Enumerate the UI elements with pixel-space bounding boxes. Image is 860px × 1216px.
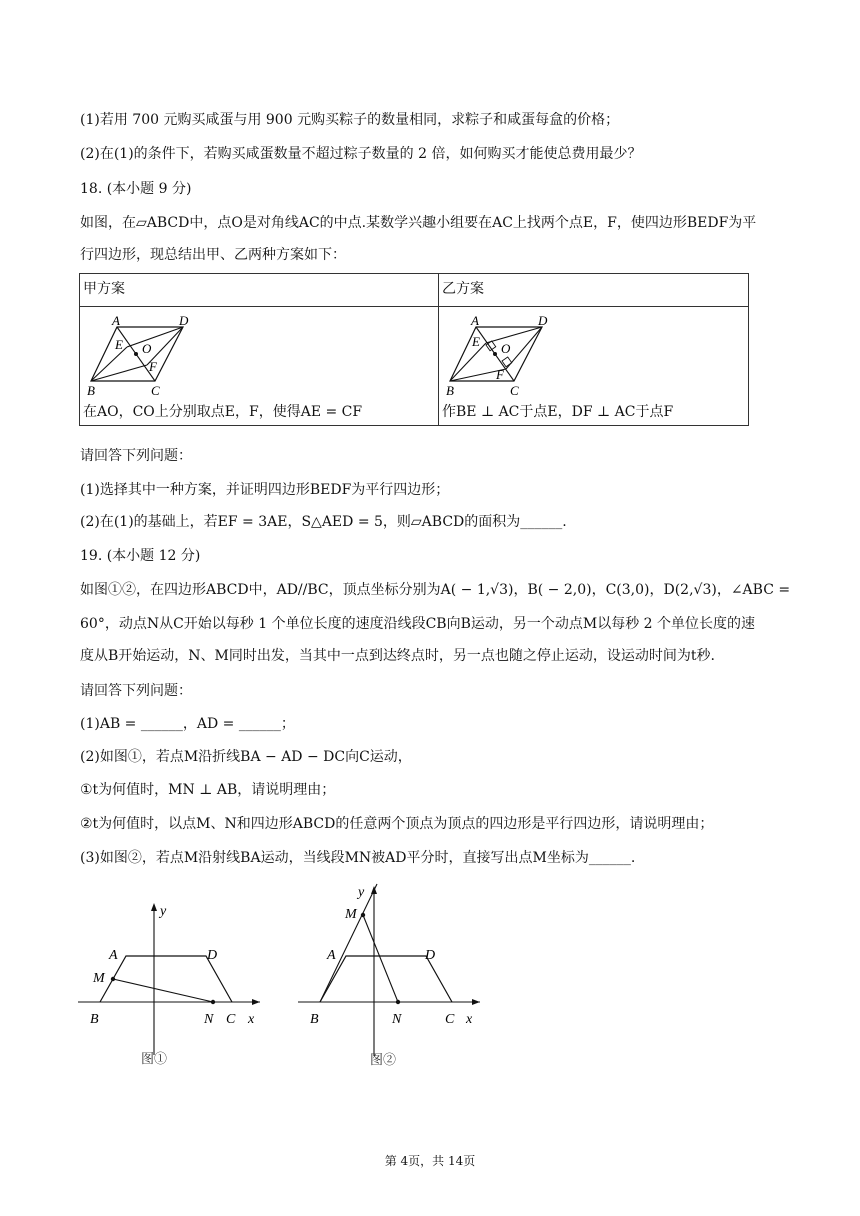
q17-part2: (2)在(1)的条件下，若购买咸蛋数量不超过粽子数量的 2 倍，如何购买才能使总费用最少？ <box>80 146 642 162</box>
label-o: O <box>501 341 511 356</box>
q19-part2b: ②t为何值时，以点M、N和四边形ABCD的任意两个顶点为顶点的四边形是平行四边形，请说明理由； <box>80 816 714 832</box>
label-d: D <box>179 313 189 328</box>
scheme-a-title: 甲方案 <box>80 274 439 307</box>
label-y: y <box>160 904 167 919</box>
label-a: A <box>327 948 336 963</box>
label-b: B <box>310 1012 319 1027</box>
label-b: B <box>446 383 454 397</box>
q18-part1: (1)选择其中一种方案，并证明四边形BEDF为平行四边形； <box>80 482 450 498</box>
label-n: N <box>204 1012 214 1027</box>
figure-2 <box>290 878 490 1078</box>
label-e: E <box>472 334 480 349</box>
label-a: A <box>109 948 118 963</box>
label-x: x <box>466 1012 473 1027</box>
label-n: N <box>392 1012 402 1027</box>
label-f: F <box>149 359 157 374</box>
q18-part2: (2)在(1)的基础上，若EF = 3AE，S△AED = 5，则▱ABCD的面积为______. <box>80 514 567 530</box>
q18-intro-1: 如图，在▱ABCD中，点O是对角线AC的中点.某数学兴趣小组要在AC上找两个点E，F，使四边形BEDF为平 <box>80 215 757 231</box>
q19-part2a: ①t为何值时，MN ⊥ AB，请说明理由； <box>80 782 336 798</box>
label-y: y <box>358 885 365 900</box>
label-a: A <box>471 313 479 328</box>
q19-prompt: 请回答下列问题： <box>80 683 192 699</box>
label-o: O <box>142 341 152 356</box>
label-c: C <box>151 383 160 397</box>
label-m: M <box>93 971 105 986</box>
q19-heading: 19. (本小题 12 分) <box>80 548 201 564</box>
label-m: M <box>345 907 357 922</box>
label-f: F <box>496 367 504 382</box>
figure-1 <box>70 895 270 1075</box>
scheme-b-figure <box>446 313 566 397</box>
page-footer: 第 4页，共 14页 <box>384 1154 476 1168</box>
label-c: C <box>445 1012 455 1027</box>
figure-1-caption: 图① <box>140 1051 168 1066</box>
scheme-a-figure <box>87 313 207 397</box>
q18-intro-2: 行四边形，现总结出甲、乙两种方案如下： <box>80 247 346 263</box>
label-a: A <box>112 313 120 328</box>
scheme-a-text: 在AO，CO上分别取点E，F，使得AE = CF <box>83 404 363 420</box>
label-c: C <box>226 1012 236 1027</box>
label-x: x <box>248 1012 255 1027</box>
label-d: D <box>425 948 436 963</box>
label-c: C <box>510 383 519 397</box>
scheme-a-cell <box>80 307 439 426</box>
label-d: D <box>538 313 548 328</box>
q19-intro-3: 度从B开始运动，N、M同时出发，当其中一点到达终点时，另一点也随之停止运动，设运动时间为t秒. <box>80 648 715 664</box>
scheme-b-text: 作BE ⊥ AC于点E，DF ⊥ AC于点F <box>442 404 674 420</box>
q18-prompt: 请回答下列问题： <box>80 448 192 464</box>
q18-heading: 18. (本小题 9 分) <box>80 181 192 197</box>
q19-intro-2: 60°，动点N从C开始以每秒 1 个单位长度的速度沿线段CB向B运动，另一个动点M以每秒 2 个单位长度的速 <box>80 616 756 632</box>
scheme-b-cell <box>439 307 749 426</box>
scheme-b-title: 乙方案 <box>439 274 749 307</box>
label-b: B <box>87 383 95 397</box>
figure-2-caption: 图② <box>369 1052 397 1067</box>
label-d: D <box>207 948 218 963</box>
q19-intro-1: 如图①②，在四边形ABCD中，AD//BC，顶点坐标分别为A( − 1,√3)，B( − 2,0)，C(3,0)，D(2,√3)，∠ABC = <box>80 582 791 598</box>
scheme-table <box>79 273 749 426</box>
label-b: B <box>90 1012 99 1027</box>
q19-part1: (1)AB = ______，AD = ______； <box>80 716 295 732</box>
q17-part1: (1)若用 700 元购买咸蛋与用 900 元购买粽子的数量相同，求粽子和咸蛋每盒的价格； <box>80 112 620 128</box>
q19-part3: (3)如图②，若点M沿射线BA运动，当线段MN被AD平分时，直接写出点M坐标为______. <box>80 850 636 866</box>
label-e: E <box>115 337 123 352</box>
q19-part2: (2)如图①，若点M沿折线BA − AD − DC向C运动， <box>80 749 412 765</box>
